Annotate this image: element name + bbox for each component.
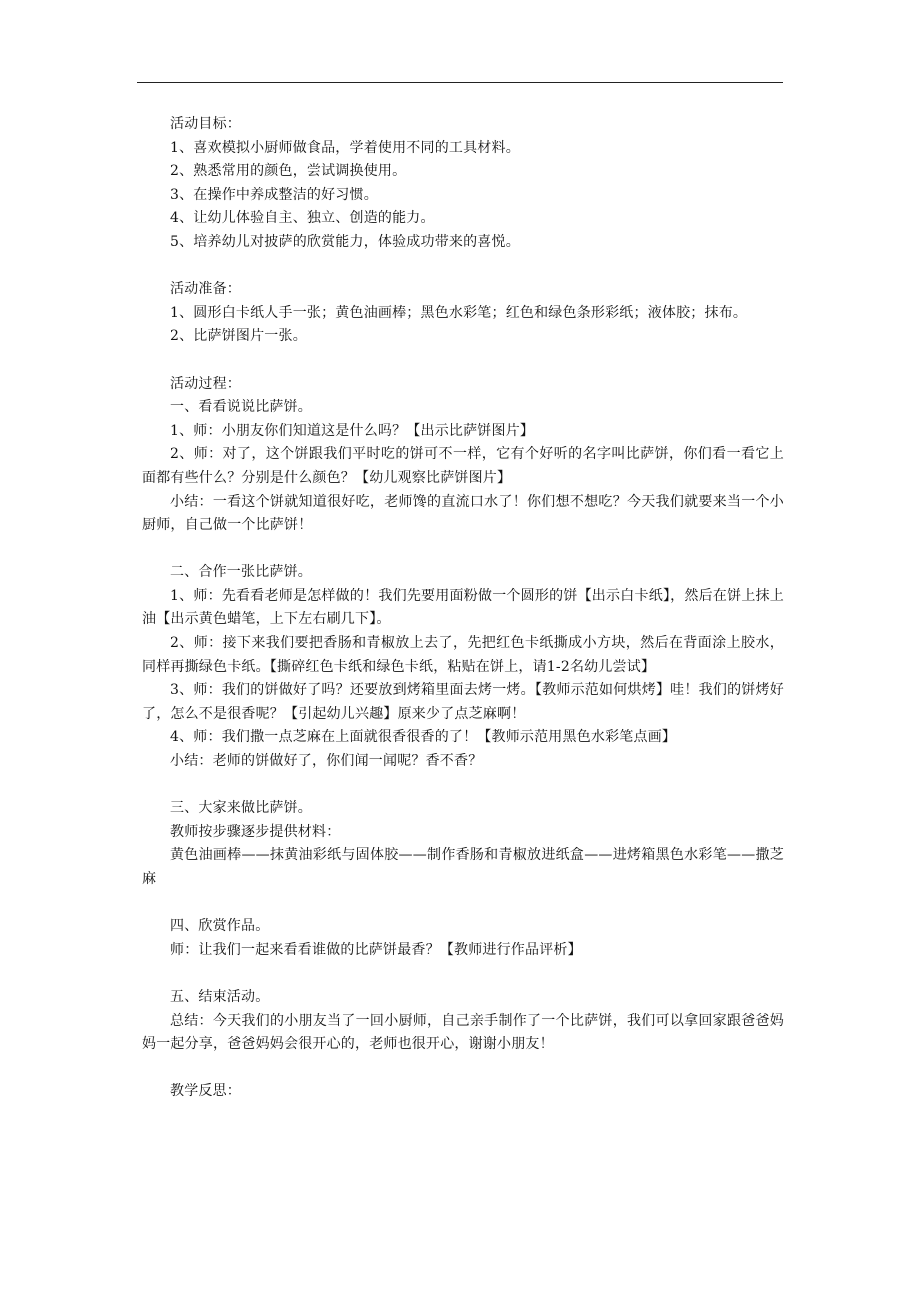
section-heading: 活动过程： [170, 375, 241, 392]
paragraph: 小结：老师的饼做好了，你们闻一闻呢？香不香？ [170, 753, 483, 770]
section-reflection [142, 1080, 784, 1104]
blank-line [142, 1057, 784, 1081]
subsection-heading: 四、欣赏作品。 [170, 918, 270, 935]
paragraph: 5、培养幼儿对披萨的欣赏能力，体验成功带来的喜悦。 [170, 233, 520, 250]
paragraph: 4、让幼儿体验自主、独立、创造的能力。 [170, 210, 435, 227]
section-process-part-2 [142, 561, 784, 773]
section-heading: 活动目标： [170, 116, 241, 132]
subsection-heading: 五、结束活动。 [170, 988, 270, 1005]
subsection-heading: 二、合作一张比萨饼。 [170, 564, 312, 581]
paragraph: 1、喜欢模拟小厨师做食品，学着使用不同的工具材料。 [170, 139, 520, 156]
section-process-part-1 [142, 373, 784, 538]
paragraph: 2、熟悉常用的颜色，尝试调换使用。 [170, 163, 407, 180]
subsection-heading: 三、大家来做比萨饼。 [170, 800, 312, 817]
paragraph: 2、比萨饼图片一张。 [170, 328, 307, 345]
blank-line [142, 774, 784, 798]
subsection-heading: 一、看看说说比萨饼。 [170, 399, 312, 416]
section-process-part-4 [142, 915, 784, 962]
paragraph: 教师按步骤逐步提供材料： [170, 823, 341, 840]
paragraph: 1、师：先看看老师是怎样做的！我们先要用面粉做一个圆形的饼【出示白卡纸】，然后在饼上抹上油【出示黄色蜡笔，上下左右刷几下】。 [142, 587, 784, 628]
header-rule [137, 82, 783, 83]
paragraph: 1、师：小朋友你们知道这是什么吗？【出示比萨饼图片】 [170, 422, 535, 439]
document-body [142, 113, 784, 1104]
blank-line [142, 349, 784, 373]
paragraph: 总结：今天我们的小朋友当了一回小厨师，自己亲手制作了一个比萨饼，我们可以拿回家跟爸爸妈妈一起分享，爸爸妈妈会很开心的，老师也很开心，谢谢小朋友！ [142, 1012, 784, 1053]
section-preparation [142, 278, 784, 349]
paragraph: 1、圆形白卡纸人手一张；黄色油画棒；黑色水彩笔；红色和绿色条形彩纸；液体胶；抹布。 [170, 304, 748, 321]
paragraph: 师：让我们一起来看看谁做的比萨饼最香？【教师进行作品评析】 [170, 941, 582, 958]
paragraph: 2、师：对了，这个饼跟我们平时吃的饼可不一样，它有个好听的名字叫比萨饼，你们看一看它上面都有些什么？分别是什么颜色？【幼儿观察比萨饼图片】 [142, 446, 784, 486]
section-process-part-3 [142, 797, 784, 891]
paragraph: 小结：一看这个饼就知道很好吃，老师馋的直流口水了！你们想不想吃？今天我们就要来当一个小厨师，自己做一个比萨饼！ [142, 493, 784, 534]
paragraph: 2、师：接下来我们要把香肠和青椒放上去了，先把红色卡纸撕成小方块，然后在背面涂上胶水，同样再撕绿色卡纸。【撕碎红色卡纸和绿色卡纸，粘贴在饼上，请1-2名幼儿尝试】 [142, 635, 784, 675]
blank-line [142, 255, 784, 279]
section-process-part-5 [142, 986, 784, 1057]
section-heading: 活动准备： [170, 281, 241, 298]
blank-line [142, 962, 784, 986]
section-objectives [142, 113, 784, 255]
blank-line [142, 892, 784, 916]
blank-line [142, 538, 784, 562]
section-heading: 教学反思： [170, 1083, 241, 1100]
paragraph: 3、师：我们的饼做好了吗？还要放到烤箱里面去烤一烤。【教师示范如何烘烤】哇！我们的饼烤好了，怎么不是很香呢？【引起幼儿兴趣】原来少了点芝麻啊！ [142, 682, 784, 722]
paragraph: 黄色油画棒——抹黄油彩纸与固体胶——制作香肠和青椒放进纸盒——进烤箱黑色水彩笔——撒芝麻 [142, 847, 784, 887]
paragraph: 3、在操作中养成整洁的好习惯。 [170, 186, 378, 203]
paragraph: 4、师：我们撒一点芝麻在上面就很香很香的了！【教师示范用黑色水彩笔点画】 [170, 729, 677, 746]
